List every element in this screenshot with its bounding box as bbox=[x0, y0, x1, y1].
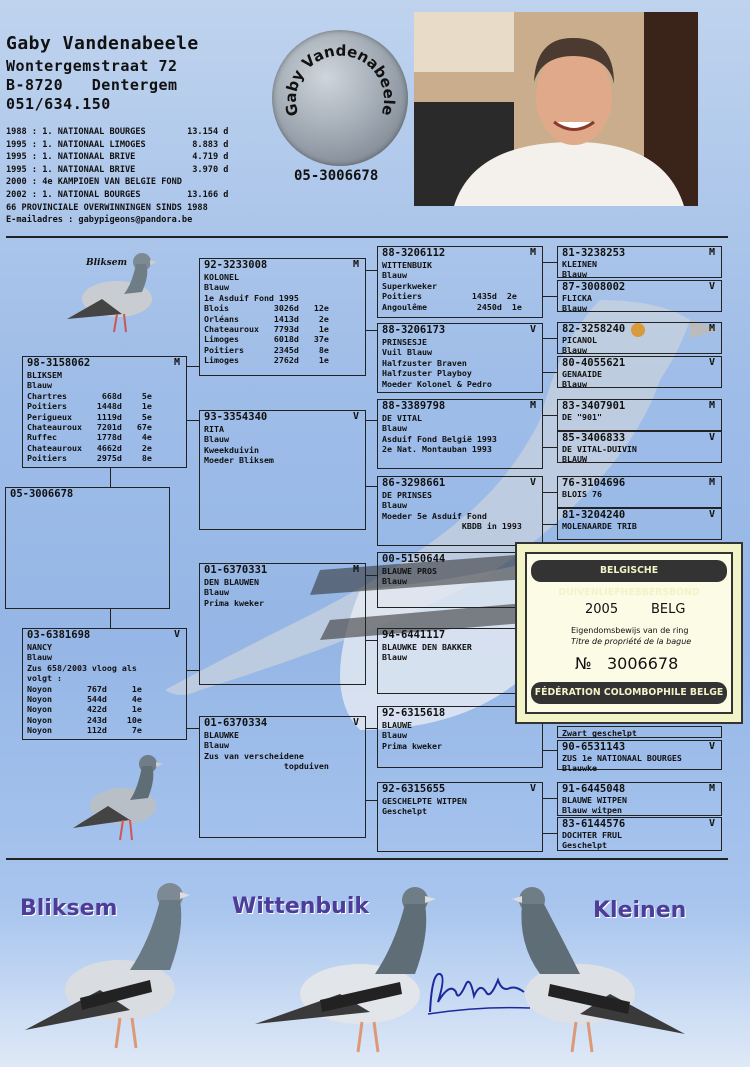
box-line: Noyon 544d 4e bbox=[27, 694, 142, 704]
connector-line bbox=[366, 640, 377, 641]
great-grandparent-box bbox=[377, 782, 543, 852]
box-line: NANCY bbox=[27, 642, 52, 652]
box-line: DOCHTER FRUL bbox=[562, 830, 622, 840]
cert-country: BELG bbox=[651, 602, 686, 617]
box-line: KOLONEL bbox=[204, 272, 239, 282]
box-ring-number: 81-3238253 bbox=[562, 247, 626, 259]
gg-grandparent-box bbox=[557, 356, 722, 388]
box-line: Chateauroux 4662d 2e bbox=[27, 442, 152, 453]
box-ring-number: 03-6381698 bbox=[27, 629, 91, 641]
box-line: Chateauroux 7201d 67e bbox=[27, 422, 152, 432]
box-line: Blauwke bbox=[562, 762, 597, 773]
handwritten-signature bbox=[420, 962, 540, 1022]
achievement-line: 1995 : 1. NATIONAAL BRIVE 4.719 d bbox=[6, 152, 229, 163]
box-line: DE VITAL-DUIVIN bbox=[562, 444, 637, 454]
connector-line bbox=[366, 330, 377, 331]
box-line: BLIKSEM bbox=[27, 370, 62, 380]
grandparent-box bbox=[199, 410, 366, 530]
box-line: Blauw bbox=[382, 423, 407, 434]
gg-grandparent-box bbox=[557, 246, 722, 278]
connector-line bbox=[366, 420, 377, 421]
box-line: ZUS 1e NATIONAAL BOURGES bbox=[562, 753, 682, 763]
box-line: Zus 658/2003 vloog als bbox=[27, 662, 137, 673]
title-bliksem: Bliksem bbox=[20, 896, 118, 921]
box-sex: M bbox=[708, 323, 715, 334]
box-line: DE VITAL bbox=[382, 413, 422, 423]
box-line: Perigueux 1119d 5e bbox=[27, 411, 152, 422]
box-line: Blauw bbox=[27, 652, 52, 663]
box-line: BLAUWKE bbox=[204, 730, 239, 740]
box-line: Blauw witpen bbox=[562, 804, 622, 815]
box-line: Blois 3026d 12e bbox=[204, 303, 329, 314]
box-ring-number: 83-6144576 bbox=[562, 818, 626, 830]
achievement-line: 1988 : 1. NATIONAAL BOURGES 13.154 d bbox=[6, 127, 229, 137]
box-ring-number: 93-3354340 bbox=[204, 411, 268, 423]
owner-name: Gaby Vandenabeele bbox=[6, 33, 199, 54]
connector-line bbox=[543, 262, 557, 263]
box-line: Blauw bbox=[562, 378, 587, 389]
box-sex: M bbox=[529, 247, 536, 258]
gg-grandparent-box bbox=[557, 508, 722, 540]
box-line: Blauw bbox=[27, 380, 52, 391]
box-sex: M bbox=[173, 357, 180, 368]
box-line: Poitiers 1435d 2e bbox=[382, 291, 517, 302]
box-ring-number: 88-3206173 bbox=[382, 324, 446, 336]
owner-city: B-8720 Dentergem bbox=[6, 76, 178, 94]
divider-top bbox=[6, 236, 728, 238]
box-ring-number: 80-4055621 bbox=[562, 357, 626, 369]
ring-number: 05-3006678 bbox=[294, 168, 379, 184]
box-sex: M bbox=[352, 564, 359, 575]
box-sex: V bbox=[708, 741, 715, 752]
box-line: Blauw bbox=[382, 730, 407, 741]
connector-line bbox=[543, 833, 557, 834]
connector-line bbox=[187, 366, 199, 367]
box-sex: V bbox=[529, 324, 536, 335]
box-line: volgt : bbox=[27, 673, 62, 684]
box-line: Orléans 1413d 2e bbox=[204, 313, 329, 324]
box-line: Blauw bbox=[562, 344, 587, 355]
box-line: Noyon 422d 1e bbox=[27, 704, 142, 715]
cert-line2: Titre de propriété de la bague bbox=[571, 637, 692, 646]
box-line: Zus van verscheidene bbox=[204, 750, 304, 761]
box-ring-number: 87-3008002 bbox=[562, 281, 626, 293]
box-line: Poitiers 1448d 1e bbox=[27, 401, 152, 412]
cert-top-banner: BELGISCHE DUIVENLIEFHEBBERSBOND bbox=[531, 560, 727, 582]
box-line: Blauw bbox=[382, 270, 407, 281]
box-line: Blauw bbox=[382, 500, 407, 511]
box-line: Noyon 767d 1e bbox=[27, 683, 142, 694]
box-sex: M bbox=[352, 259, 359, 270]
connector-line bbox=[543, 447, 557, 448]
connector-line bbox=[543, 524, 557, 525]
connector-line bbox=[110, 609, 111, 628]
box-line: Blauw bbox=[204, 282, 229, 293]
svg-text:Gaby Vandenabeele bbox=[282, 42, 398, 118]
pigeon-photo-wittenbuik-large bbox=[250, 884, 440, 1064]
connector-line bbox=[543, 492, 557, 493]
box-sex: V bbox=[529, 783, 536, 794]
cert-bottom-banner: FÉDÉRATION COLOMBOPHILE BELGE bbox=[531, 682, 727, 704]
box-line: DEN BLAUWEN bbox=[204, 577, 259, 587]
great-grandparent-box bbox=[377, 476, 543, 546]
achievement-line: 66 PROVINCIALE OVERWINNINGEN SINDS 1988 bbox=[6, 202, 208, 213]
box-line: WITTENBUIK bbox=[382, 260, 432, 270]
box-sex: M bbox=[529, 400, 536, 411]
subject-box bbox=[5, 487, 170, 609]
box-line: DE PRINSES bbox=[382, 490, 432, 500]
box-sex: M bbox=[708, 247, 715, 258]
gg-grandparent-box bbox=[557, 726, 722, 738]
box-line: GESCHELPTE WITPEN bbox=[382, 796, 467, 806]
box-ring-number: 88-3206112 bbox=[382, 247, 446, 259]
title-wittenbuik: Wittenbuik bbox=[232, 894, 370, 919]
box-line: Kweekduivin bbox=[204, 444, 259, 455]
box-line: Blauw bbox=[204, 434, 229, 445]
box-line: PRINSESJE bbox=[382, 337, 427, 347]
box-line: Ruffec 1778d 4e bbox=[27, 432, 152, 443]
title-kleinen: Kleinen bbox=[593, 898, 687, 923]
box-line: BLAUWKE DEN BAKKER bbox=[382, 642, 472, 652]
box-line: Asduif Fond België 1993 bbox=[382, 433, 497, 444]
box-line: KLEINEN bbox=[562, 259, 597, 269]
box-sex: V bbox=[708, 281, 715, 292]
box-ring-number: 01-6370331 bbox=[204, 564, 268, 576]
box-line: BLAUW bbox=[562, 453, 587, 464]
gg-grandparent-box bbox=[557, 476, 722, 508]
owner-phone: 051/634.150 bbox=[6, 95, 111, 113]
box-sex: V bbox=[529, 477, 536, 488]
connector-line bbox=[110, 468, 111, 487]
great-grandparent-box bbox=[377, 323, 543, 393]
box-line: Halfzuster Braven bbox=[382, 357, 467, 368]
box-ring-number: 98-3158062 bbox=[27, 357, 91, 369]
pigeon-photo-bliksem bbox=[62, 244, 162, 340]
ring-certificate bbox=[515, 542, 743, 724]
box-line: FLICKA bbox=[562, 293, 592, 303]
box-line: BLAUWE WITPEN bbox=[562, 795, 627, 805]
box-line: Vuil Blauw bbox=[382, 347, 432, 358]
bliksem-small-label: Bliksem bbox=[86, 258, 127, 268]
box-line: Geschelpt bbox=[562, 839, 607, 850]
gg-grandparent-box bbox=[557, 399, 722, 431]
box-sex: V bbox=[173, 629, 180, 640]
box-line: RITA bbox=[204, 424, 224, 434]
connector-line bbox=[187, 420, 199, 421]
seal-text: Gaby Vandenabeele bbox=[281, 41, 399, 118]
box-ring-number: 94-6441117 bbox=[382, 629, 446, 641]
grandparent-box bbox=[199, 563, 366, 685]
box-line: Blauw bbox=[562, 268, 587, 279]
connector-line bbox=[366, 575, 377, 576]
owner-photo bbox=[414, 12, 698, 206]
box-line: 2e Nat. Montauban 1993 bbox=[382, 444, 492, 455]
connector-line bbox=[187, 670, 199, 671]
box-ring-number: 85-3406833 bbox=[562, 432, 626, 444]
box-line: Blauw bbox=[562, 302, 587, 313]
box-ring-number: 86-3298661 bbox=[382, 477, 446, 489]
connector-line bbox=[543, 798, 557, 799]
box-line: MOLENAARDE TRIB bbox=[562, 521, 637, 531]
box-line: Noyon 243d 10e bbox=[27, 714, 142, 725]
box-sex: V bbox=[708, 818, 715, 829]
box-ring-number: 90-6531143 bbox=[562, 741, 626, 753]
box-sex: V bbox=[352, 717, 359, 728]
box-line: Blauw bbox=[204, 740, 229, 751]
great-grandparent-box bbox=[377, 399, 543, 469]
box-ring-number: 92-6315618 bbox=[382, 707, 446, 719]
box-line: Geschelpt bbox=[382, 806, 427, 817]
connector-line bbox=[366, 486, 377, 487]
box-line: Zwart geschelpt bbox=[562, 728, 637, 738]
box-ring-number: 92-6315655 bbox=[382, 783, 446, 795]
box-sex: V bbox=[708, 357, 715, 368]
grandparent-box bbox=[199, 716, 366, 838]
box-ring-number: 00-5150644 bbox=[382, 553, 446, 565]
box-line: GENAAIDE bbox=[562, 369, 602, 379]
connector-line bbox=[543, 296, 557, 297]
connector-line bbox=[543, 750, 557, 751]
box-ring-number: 82-3258240 bbox=[562, 323, 626, 335]
box-line: 1e Asduif Fond 1995 bbox=[204, 292, 299, 303]
box-ring-number: 76-3104696 bbox=[562, 477, 626, 489]
gg-grandparent-box bbox=[557, 817, 722, 851]
box-line: Blauw bbox=[382, 576, 407, 587]
connector-line bbox=[543, 415, 557, 416]
cert-no-label: № bbox=[575, 654, 592, 673]
box-sex: M bbox=[708, 400, 715, 411]
cert-year: 2005 bbox=[585, 602, 619, 617]
name-seal bbox=[272, 30, 408, 166]
box-sex: V bbox=[708, 509, 715, 520]
box-sex: V bbox=[708, 432, 715, 443]
box-line: DE "901" bbox=[562, 412, 602, 422]
box-line: Prima kweker bbox=[204, 597, 264, 608]
box-line: Limoges 2762d 1e bbox=[204, 355, 329, 366]
connector-line bbox=[187, 728, 199, 729]
box-line: Chateauroux 7793d 1e bbox=[204, 324, 329, 334]
box-line: Blauw bbox=[204, 587, 229, 598]
connector-line bbox=[366, 800, 377, 801]
box-line: Noyon 112d 7e bbox=[27, 725, 142, 736]
achievement-line: E-mailadres : gabypigeons@pandora.be bbox=[6, 215, 193, 226]
box-line: Blauw bbox=[382, 652, 407, 663]
gg-grandparent-box bbox=[557, 431, 722, 463]
achievement-line: 1995 : 1. NATIONAAL BRIVE 3.970 d bbox=[6, 164, 229, 175]
box-line: Chartres 668d 5e bbox=[27, 390, 152, 401]
box-ring-number: 92-3233008 bbox=[204, 259, 268, 271]
achievement-line: 1995 : 1. NATIONAAL LIMOGES 8.883 d bbox=[6, 139, 229, 150]
grandparent-box bbox=[199, 258, 366, 376]
pigeon-photo-nancy bbox=[68, 748, 168, 848]
box-sex: M bbox=[708, 783, 715, 794]
box-line: BLOIS 76 bbox=[562, 489, 602, 499]
great-grandparent-box bbox=[377, 246, 543, 318]
pigeon-photo-bliksem-large bbox=[20, 880, 190, 1060]
box-line: BLAUWE bbox=[382, 720, 412, 730]
box-line: Moeder 5e Asduif Fond bbox=[382, 510, 487, 521]
box-line: Moeder Bliksem bbox=[204, 455, 274, 466]
dam-box bbox=[22, 628, 187, 740]
connector-line bbox=[366, 728, 377, 729]
box-ring-number: 88-3389798 bbox=[382, 400, 446, 412]
box-ring-number: 01-6370334 bbox=[204, 717, 268, 729]
gg-grandparent-box bbox=[557, 740, 722, 773]
box-line: BLAUWE PROS bbox=[382, 566, 437, 576]
gg-grandparent-box bbox=[557, 280, 722, 312]
sire-box bbox=[22, 356, 187, 468]
connector-line bbox=[543, 372, 557, 373]
box-line: Halfzuster Playboy bbox=[382, 368, 472, 379]
cert-number: 3006678 bbox=[607, 654, 679, 673]
cert-line1: Eigendomsbewijs van de ring bbox=[571, 626, 689, 635]
box-sex: M bbox=[708, 477, 715, 488]
achievement-line: 2002 : 1. NATIONAL BOURGES 13.166 d bbox=[6, 190, 229, 200]
box-line: Superkweker bbox=[382, 280, 437, 291]
box-line: PICANOL bbox=[562, 335, 597, 345]
seal-text-graphic bbox=[272, 30, 408, 166]
box-line: Angoulême 2450d 1e bbox=[382, 301, 522, 312]
box-ring-number: 05-3006678 bbox=[10, 488, 74, 500]
box-line: Poitiers 2345d 8e bbox=[204, 344, 329, 355]
achievement-line: 2000 : 4e KAMPIOEN VAN BELGIE FOND bbox=[6, 177, 182, 188]
divider-bottom bbox=[6, 858, 728, 860]
box-line: Prima kweker bbox=[382, 740, 442, 751]
owner-street: Wontergemstraat 72 bbox=[6, 57, 178, 75]
connector-line bbox=[543, 338, 557, 339]
gg-grandparent-box bbox=[557, 782, 722, 816]
box-line: Poitiers 2975d 8e bbox=[27, 453, 152, 464]
box-line: KBDB in 1993 bbox=[382, 521, 522, 532]
box-line: Moeder Kolonel & Pedro bbox=[382, 378, 492, 389]
box-ring-number: 83-3407901 bbox=[562, 400, 626, 412]
connector-line bbox=[366, 270, 377, 271]
gg-grandparent-box bbox=[557, 322, 722, 354]
box-line: topduiven bbox=[204, 761, 329, 772]
box-ring-number: 81-3204240 bbox=[562, 509, 626, 521]
box-line: Limoges 6018d 37e bbox=[204, 334, 329, 345]
box-sex: V bbox=[352, 411, 359, 422]
box-ring-number: 91-6445048 bbox=[562, 783, 626, 795]
